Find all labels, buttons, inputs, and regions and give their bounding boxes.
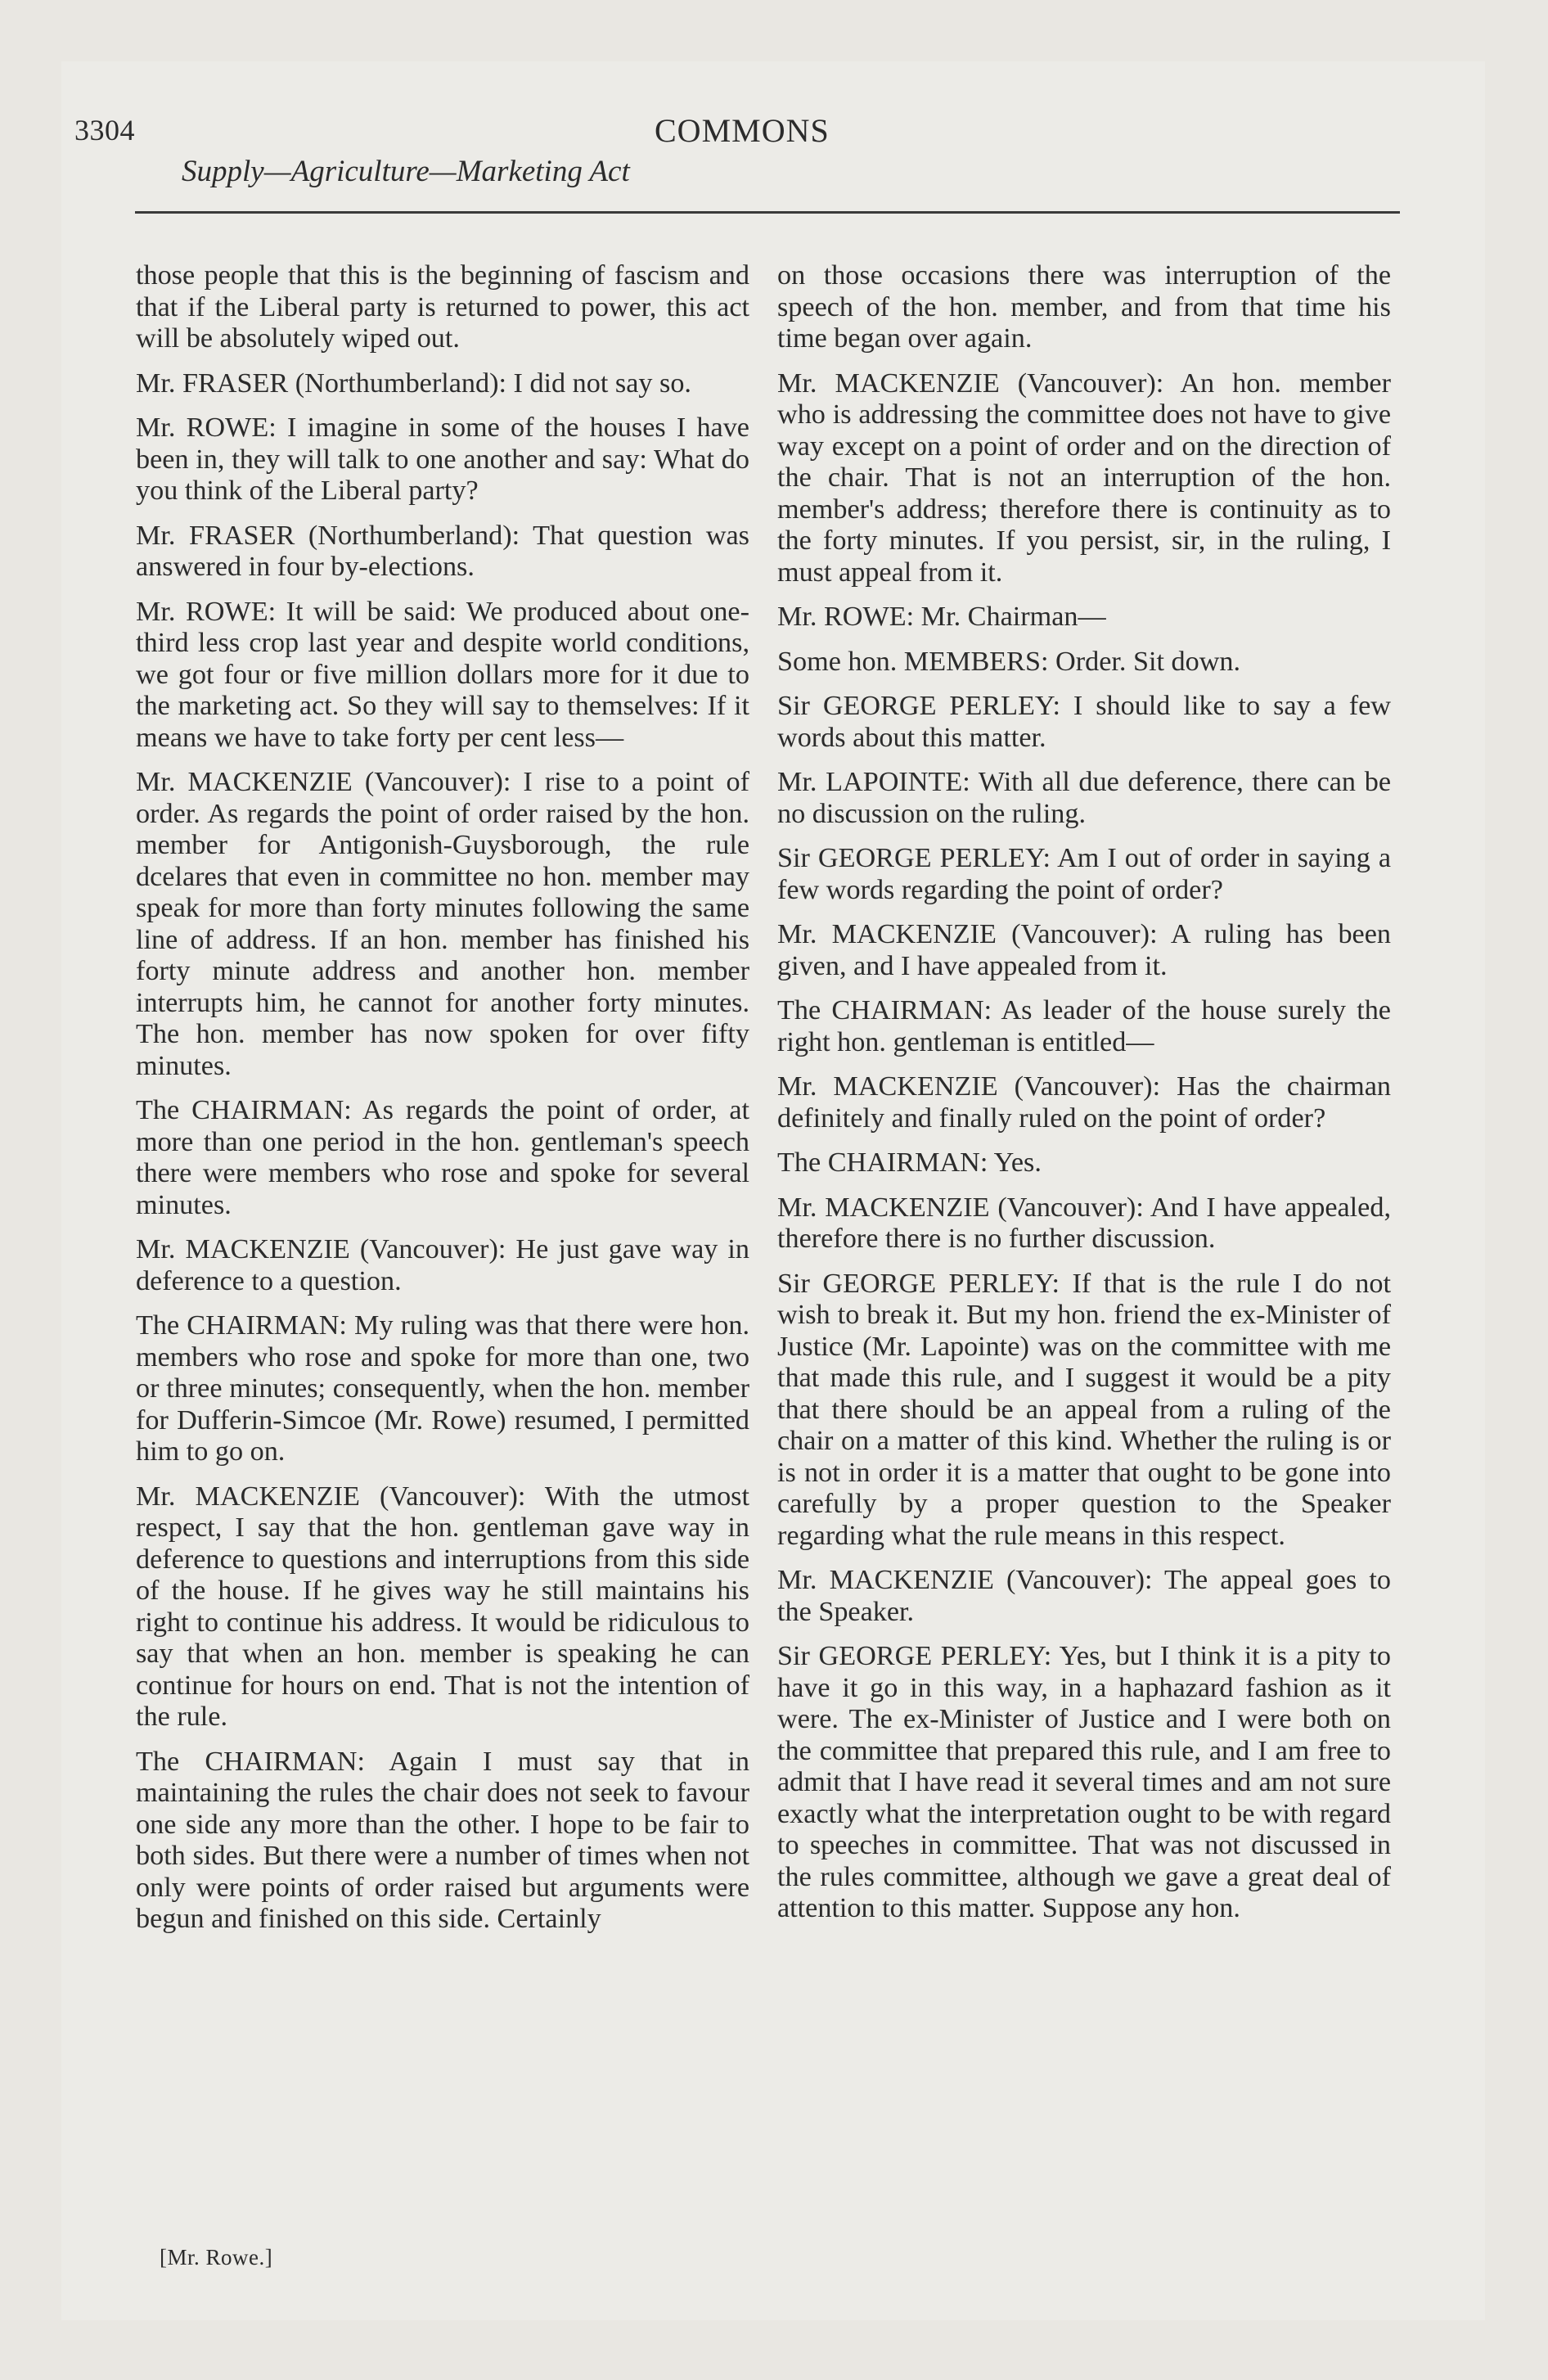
paragraph: The CHAIRMAN: As regards the point of order, at more than one period in the hon. gentleman's speech there were members who rose and spoke for several minutes.: [136, 1095, 749, 1220]
paragraph: Mr. ROWE: It will be said: We produced about one-third less crop last year and despite world conditions, we got four or five million dollars more for it due to the marketing act. So they will say to themselves: If it means we have to take forty per cent less—: [136, 596, 749, 753]
left-column: [136, 260, 749, 1949]
paragraph: Mr. MACKENZIE (Vancouver): A ruling has been given, and I have appealed from it.: [777, 919, 1391, 981]
paragraph: Mr. MACKENZIE (Vancouver): I rise to a point of order. As regards the point of order raised by the hon. member for Antigonish-Guysborough, the rule dcelares that even in committee no hon. member may speak for more than forty minutes following the same line of address. If an hon. member has finished his forty minute address and another hon. member interrupts him, he cannot for another forty minutes. The hon. member has now spoken for over fifty minutes.: [136, 767, 749, 1081]
paragraph: Mr. FRASER (Northumberland): That question was answered in four by-elections.: [136, 520, 749, 582]
section-subtitle: Supply—Agriculture—Marketing Act: [182, 155, 630, 188]
paragraph: Mr. MACKENZIE (Vancouver): With the utmost respect, I say that the hon. gentleman gave way in deference to questions and interruptions from this side of the house. If he gives way he still maintains his right to continue his address. It would be ridiculous to say that when an hon. member is speaking he can continue for hours on end. That is not the intention of the rule.: [136, 1481, 749, 1732]
paragraph: Mr. MACKENZIE (Vancouver): The appeal goes to the Speaker.: [777, 1565, 1391, 1627]
paragraph: Sir GEORGE PERLEY: If that is the rule I do not wish to break it. But my hon. friend the ex-Minister of Justice (Mr. Lapointe) was on the committee with me that made this rule, and I suggest it would be a pity that there should be an appeal from a ruling of the chair on a matter of this kind. Whether the ruling is or is not in order it is a matter that ought to be gone into carefully by a proper question to the Speaker regarding what the rule means in this respect.: [777, 1268, 1391, 1551]
paragraph: on those occasions there was interruption of the speech of the hon. member, and from that time his time began over again.: [777, 260, 1391, 354]
paragraph: those people that this is the beginning of fascism and that if the Liberal party is returned to power, this act will be absolutely wiped out.: [136, 260, 749, 354]
paragraph: The CHAIRMAN: Yes.: [777, 1147, 1042, 1178]
right-column: [777, 260, 1391, 1938]
paragraph: Mr. ROWE: I imagine in some of the houses I have been in, they will talk to one another and say: What do you think of the Liberal party?: [136, 412, 749, 506]
paragraph: Sir GEORGE PERLEY: Yes, but I think it is a pity to have it go in this way, in a haphazard fashion as it were. The ex-Minister of Justice and I were both on the committee that prepared this rule, and I am free to admit that I have read it several times and am not sure exactly what the interpretation ought to be with regard to speeches in committee. That was not discussed in the rules committee, although we gave a great deal of attention to this matter. Suppose any hon.: [777, 1641, 1391, 1923]
paragraph: Sir GEORGE PERLEY: I should like to say a few words about this matter.: [777, 691, 1391, 753]
paragraph: The CHAIRMAN: Again I must say that in maintaining the rules the chair does not seek to favour one side any more than the other. I hope to be fair to both sides. But there were a number of times when not only were points of order raised but arguments were begun and finished on this side. Certainly: [136, 1746, 749, 1934]
paragraph: Mr. MACKENZIE (Vancouver): And I have appealed, therefore there is no further discussion.: [777, 1192, 1391, 1254]
paragraph: Mr. MACKENZIE (Vancouver): He just gave way in deference to a question.: [136, 1234, 749, 1296]
speaker-footnote: [Mr. Rowe.]: [160, 2245, 273, 2270]
paragraph: Some hon. MEMBERS: Order. Sit down.: [777, 646, 1241, 677]
paragraph: Sir GEORGE PERLEY: Am I out of order in saying a few words regarding the point of order?: [777, 843, 1391, 905]
paragraph: The CHAIRMAN: My ruling was that there were hon. members who rose and spoke for more than one, two or three minutes; consequently, when the hon. member for Dufferin-Simcoe (Mr. Rowe) resumed, I permitted him to go on.: [136, 1310, 749, 1467]
paragraph: Mr. FRASER (Northumberland): I did not say so.: [136, 367, 691, 399]
running-title: COMMONS: [655, 112, 830, 149]
paragraph: Mr. LAPOINTE: With all due deference, there can be no discussion on the ruling.: [777, 767, 1391, 829]
paragraph: Mr. ROWE: Mr. Chairman—: [777, 602, 1106, 632]
page-number: 3304: [74, 114, 135, 146]
paragraph: The CHAIRMAN: As leader of the house surely the right hon. gentleman is entitled—: [777, 995, 1391, 1057]
paragraph: Mr. MACKENZIE (Vancouver): An hon. member who is addressing the committee does not have to give way except on a point of order and on the direction of the chair. That is not an interruption of the hon. member's address; therefore there is continuity as to the forty minutes. If you persist, sir, in the ruling, I must appeal from it.: [777, 367, 1391, 588]
paragraph: Mr. MACKENZIE (Vancouver): Has the chairman definitely and finally ruled on the point of order?: [777, 1071, 1391, 1134]
header-rule: [135, 211, 1400, 214]
